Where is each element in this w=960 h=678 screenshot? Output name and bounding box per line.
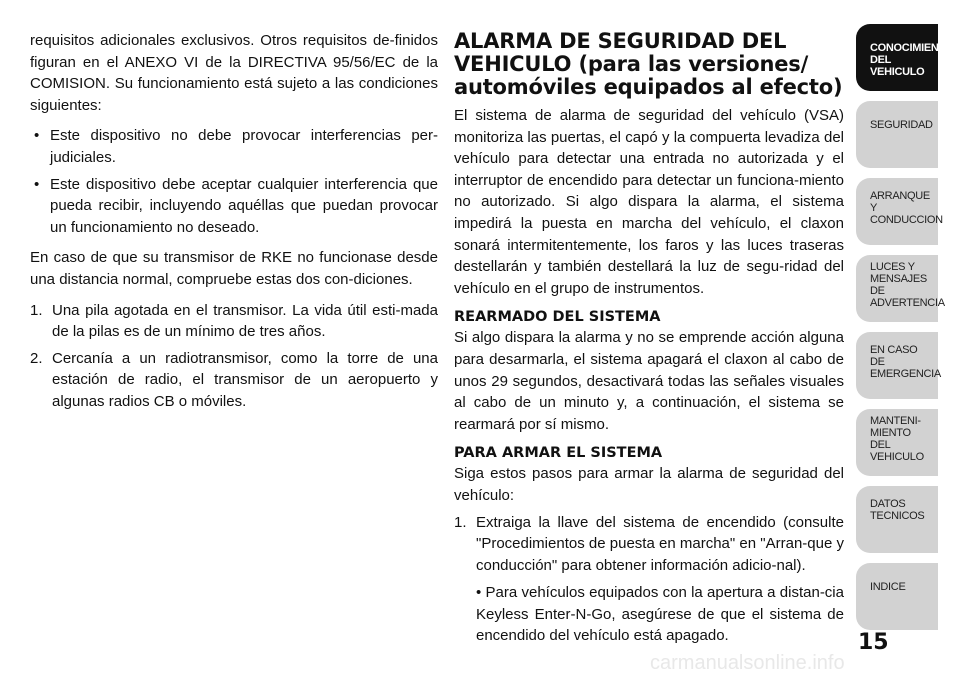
rke-paragraph: En caso de que su transmisor de RKE no funcionase desde una distancia normal, compruebe estas dos con-diciones. — [30, 249, 438, 288]
item-number: 1. — [454, 513, 467, 531]
tab-luces[interactable]: LUCES Y MENSAJES DE ADVERTENCIA — [856, 255, 938, 322]
tab-mantenimiento[interactable]: MANTENI-MIENTO DEL VEHICULO — [856, 409, 938, 476]
arm-paragraph: Siga estos pasos para armar la alarma de seguridad del vehículo: — [454, 465, 844, 504]
section-tabs — [856, 24, 953, 640]
tab-conocimiento[interactable]: CONOCIMIENTO DEL VEHICULO — [856, 24, 938, 91]
left-column — [30, 30, 438, 418]
list-item — [454, 512, 844, 577]
item-text: Una pila agotada en el transmisor. La vida útil esti-mada de la pilas es de un mínimo de tres años. — [52, 301, 438, 341]
list-item — [30, 125, 438, 168]
tab-arranque[interactable]: ARRANQUE Y CONDUCCION — [856, 178, 938, 245]
heading-rearm: REARMADO DEL SISTEMA — [454, 309, 661, 326]
tab-datos[interactable]: DATOS TECNICOS — [856, 486, 938, 553]
page-number: 15 — [858, 630, 889, 655]
rearm-paragraph: Si algo dispara la alarma y no se emprende acción alguna para desarmarla, el sistema apagará el claxon al cabo de unos 29 segundos, desactivará todas las señales visuales al cabo de un minuto y, a continuación, el sistema se rearmará por sí mismo. — [454, 329, 844, 433]
item-text: Extraiga la llave del sistema de encendido (consulte "Procedimientos de puesta en marcha" en "Arran-que y conducción" para obtener información adicio-nal). — [476, 513, 844, 574]
list-item — [30, 174, 438, 239]
watermark: carmanualsonline.info — [650, 652, 845, 674]
right-column — [454, 30, 844, 647]
bullet-text: Este dispositivo debe aceptar cualquier interferencia que pueda recibir, incluyendo aquéllas que puedan provocar un funcionamiento no deseado. — [50, 175, 438, 236]
bullet-icon: • — [34, 127, 40, 145]
vsa-paragraph: El sistema de alarma de seguridad del vehículo (VSA) monitoriza las puertas, el capó y la compuerta levadiza del vehículo para detectar una entrada no autorizada y el interruptor de encendido para detectar un funciona-miento no autorizado. Si algo dispara la alarma, el sistema impedirá la puesta en marcha del vehículo, el claxon sonará intermitentemente, los faros y las luces traseras destellarán y también destellará la luz de segu-ridad del vehículo en el grupo de instrumentos. — [454, 107, 844, 297]
list-item — [30, 348, 438, 413]
list-item — [30, 300, 438, 343]
tab-emergencia[interactable]: EN CASO DE EMERGENCIA — [856, 332, 938, 399]
item-number: 1. — [30, 301, 43, 319]
sub-bullet: • Para vehículos equipados con la apertura a distan-cia Keyless Enter-N-Go, asegúrese de que el sistema de encendido del vehículo está apagado. — [476, 584, 844, 645]
item-number: 2. — [30, 349, 43, 367]
intro-paragraph: requisitos adicionales exclusivos. Otros requisitos de-finidos figuran en el ANEXO VI de la DIRECTIVA 95/56/EC de la COMISION. Su funcionamiento está sujeto a las condiciones siguientes: — [30, 32, 438, 114]
item-text: Cercanía a un radiotransmisor, como la torre de una estación de radio, el transmisor de un aeropuerto y algunas radios CB o móviles. — [52, 349, 438, 410]
bullet-text: Este dispositivo no debe provocar interferencias per-judiciales. — [50, 127, 438, 166]
section-title: ALARMA DE SEGURIDAD DEL VEHICULO (para las versiones/ automóviles equipados al efecto) — [454, 29, 843, 99]
bullet-icon: • — [34, 175, 40, 193]
tab-indice[interactable]: INDICE — [856, 563, 938, 630]
tab-seguridad[interactable]: SEGURIDAD — [856, 101, 938, 168]
heading-arm: PARA ARMAR EL SISTEMA — [454, 445, 663, 462]
